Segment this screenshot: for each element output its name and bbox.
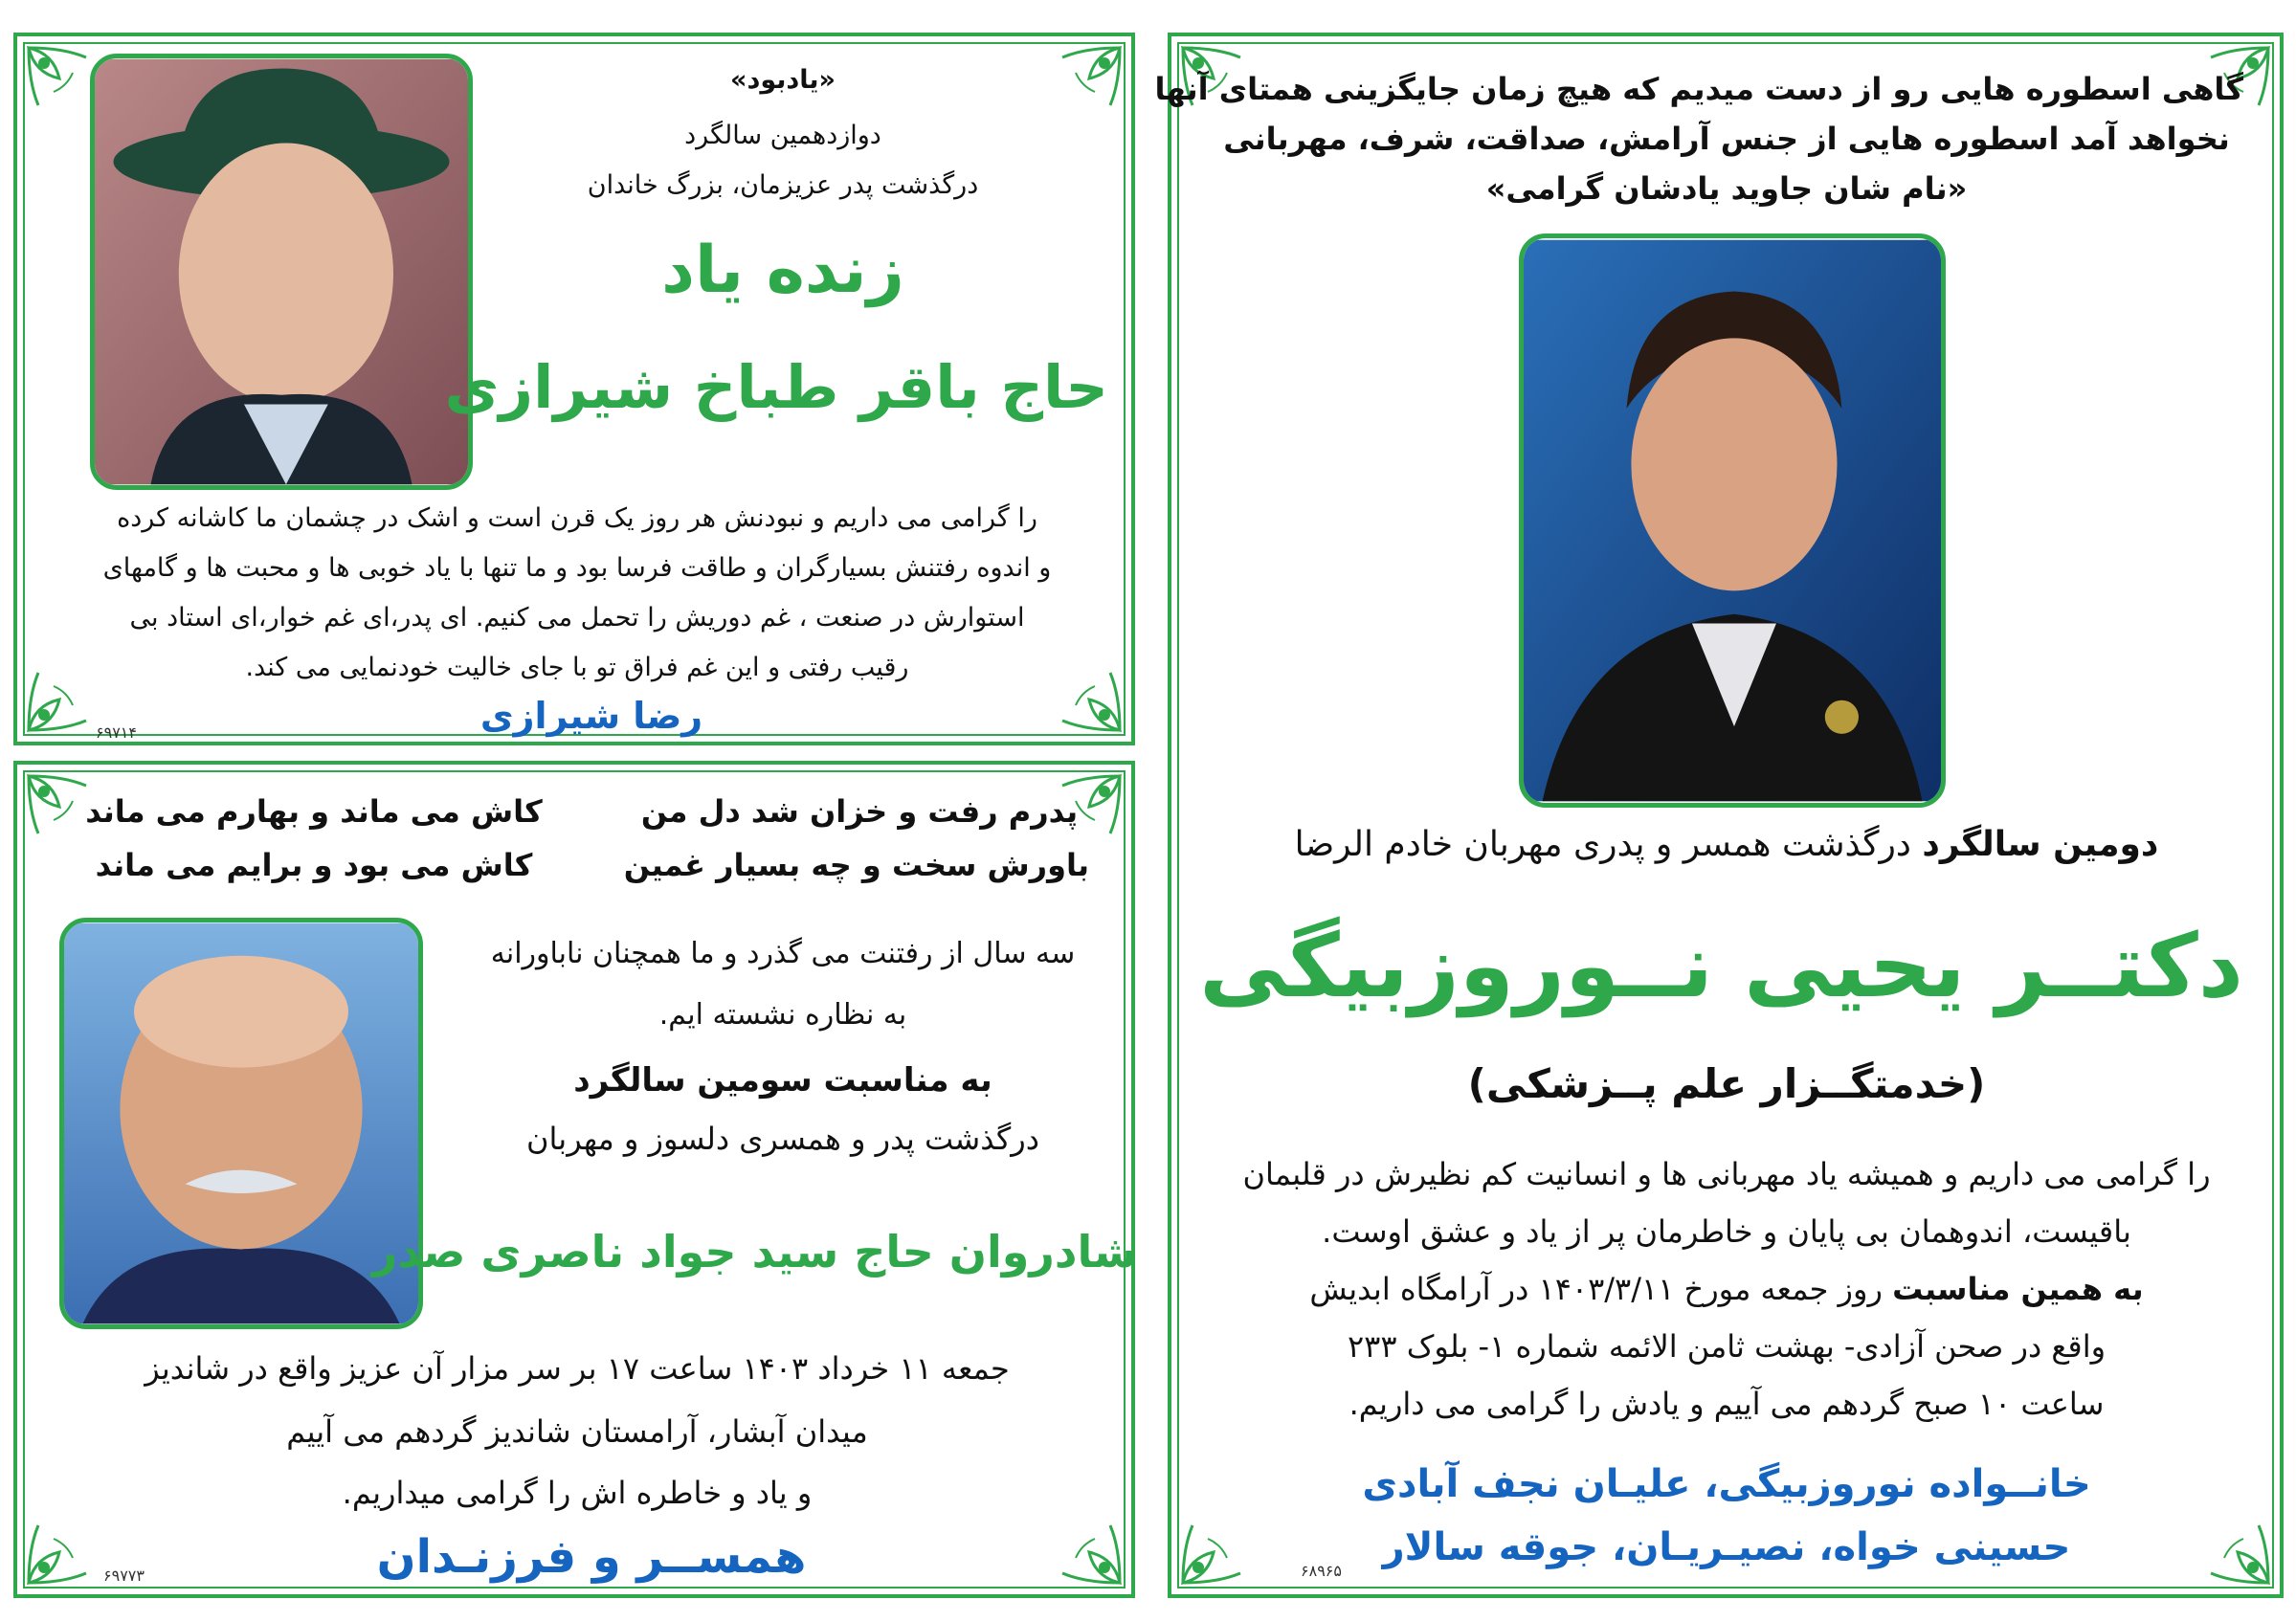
poem-left-1: کاش می ماند و بهارم می ماند bbox=[85, 793, 543, 830]
corner-ornament-icon bbox=[25, 1520, 92, 1587]
corner-ornament-icon bbox=[25, 772, 92, 839]
event-line-2: واقع در صحن آزادی- بهشت ثامن الائمه شماره ۱- بلوک ۲۳۳ bbox=[1347, 1328, 2107, 1365]
poem-left-2: کاش می بود و برایم می ماند bbox=[95, 847, 533, 883]
details-line-2: میدان آبشار، آرامستان شاندیز گردهم می آییم bbox=[286, 1413, 868, 1450]
signature-line-2: حسینی خواه، نصیـریـان، جوقه سالار bbox=[1382, 1525, 2071, 1569]
subtitle: (خدمتگــزار علم پــزشکی) bbox=[1467, 1060, 1986, 1107]
details-line-3: و یاد و خاطره اش را گرامی میداریم. bbox=[342, 1475, 813, 1511]
corner-ornament-icon bbox=[1057, 44, 1124, 111]
memorial-header: «یادبود» bbox=[730, 65, 836, 95]
anniversary-line: دوازدهمین سالگرد bbox=[684, 121, 881, 150]
ad-code: ۶۸۹۶۵ bbox=[1301, 1562, 1342, 1580]
signature: رضا شیرازی bbox=[479, 695, 703, 737]
body-line-2: باقیست، اندوهمان بی پایان و خاطرمان پر از یاد و عشق اوست. bbox=[1322, 1213, 2131, 1250]
occasion-line bbox=[1210, 825, 2243, 864]
memorial-panel-nowruzbeigi bbox=[1154, 33, 2284, 1598]
body-line-1: را گرامی می داریم و همیشه یاد مهربانی ها و انسانیت کم نظیرش در قلبمان bbox=[1242, 1156, 2211, 1192]
corner-ornament-icon bbox=[2205, 1520, 2272, 1587]
memorial-panel-shirazi bbox=[13, 33, 1135, 745]
body-line-1: را گرامی می داریم و نبودنش هر روز یک قرن است و اشک در چشمان ما کاشانه کرده bbox=[117, 503, 1037, 533]
title-line: زنده یاد bbox=[661, 233, 904, 308]
header-line-3: «نام شان جاوید یادشان گرامی» bbox=[1485, 170, 1968, 207]
signature-line-1: خانــواده نوروزبیگی، علیـان نجف آبادی bbox=[1362, 1462, 2091, 1506]
portrait-photo bbox=[1519, 233, 1946, 808]
intro-line-2: به نظاره نشسته ایم. bbox=[658, 998, 907, 1032]
event-rest: روز جمعه مورخ ۱۴۰۳/۳/۱۱ در آرامگاه ابدیش bbox=[1309, 1271, 1893, 1307]
corner-ornament-icon bbox=[1057, 1520, 1124, 1587]
portrait-photo bbox=[59, 918, 423, 1329]
body-line-3: استوارش در صنعت ، غم دوریش را تحمل می کنیم. ای پدر،ای غم خوار،ای استاد بی bbox=[129, 603, 1025, 633]
details-line-1: جمعه ۱۱ خرداد ۱۴۰۳ ساعت ۱۷ بر سر مزار آن عزیز واقع در شاندیز bbox=[145, 1350, 1010, 1387]
poem-right-2: باورش سخت و چه بسیار غمین bbox=[623, 847, 1089, 883]
occasion-subline: درگذشت پدر و همسری دلسوز و مهربان bbox=[526, 1121, 1039, 1157]
signature: همســر و فرزنـدان bbox=[376, 1530, 807, 1584]
corner-ornament-icon bbox=[1179, 1520, 1246, 1587]
deceased-name: شادروان حاج سید جواد ناصری صدر bbox=[371, 1226, 1137, 1278]
deceased-name: دکتــر یحیی نــوروزبیگی bbox=[1199, 915, 2243, 1017]
header-line-2: نخواهد آمد اسطوره هایی از جنس آرامش، صداقت، شرف، مهربانی bbox=[1223, 121, 2230, 157]
ad-code: ۶۹۷۷۳ bbox=[103, 1566, 145, 1585]
deceased-name: حاج باقر طباخ شیرازی bbox=[444, 352, 1108, 422]
poem-right-1: پدرم رفت و خزان شد دل من bbox=[640, 793, 1079, 830]
occasion-line: به مناسبت سومین سالگرد bbox=[573, 1061, 992, 1100]
event-line-3: ساعت ۱۰ صبح گردهم می آییم و یادش را گرامی می داریم. bbox=[1349, 1386, 2105, 1422]
portrait-photo bbox=[90, 54, 473, 490]
body-line-2: و اندوه رفتنش بسیارگران و طاقت فرسا بود و ما تنها با یاد خوبی ها و محبت ها و گامهای bbox=[102, 553, 1052, 583]
intro-line-1: سه سال از رفتنت می گذرد و ما همچنان ناباورانه bbox=[490, 937, 1076, 970]
occasion-bold: دومین سالگرد bbox=[1922, 825, 2159, 864]
ad-code: ۶۹۷۱۴ bbox=[96, 723, 137, 742]
corner-ornament-icon bbox=[25, 44, 92, 111]
occasion-rest: درگذشت همسر و پدری مهربان خادم الرضا bbox=[1294, 825, 1923, 864]
memorial-panel-naseri bbox=[13, 761, 1135, 1598]
header-line-1: گاهی اسطوره هایی رو از دست میدیم که هیچ زمان جایگزینی همتای آنها bbox=[1154, 71, 2243, 107]
event-bold: به همین مناسبت bbox=[1892, 1271, 2144, 1307]
event-line bbox=[1210, 1271, 2243, 1307]
body-line-4: رقیب رفتی و این غم فراق تو با جای خالیت خودنمایی می کند. bbox=[245, 653, 909, 682]
anniversary-subline: درگذشت پدر عزیزمان، بزرگ خاندان bbox=[587, 170, 979, 200]
